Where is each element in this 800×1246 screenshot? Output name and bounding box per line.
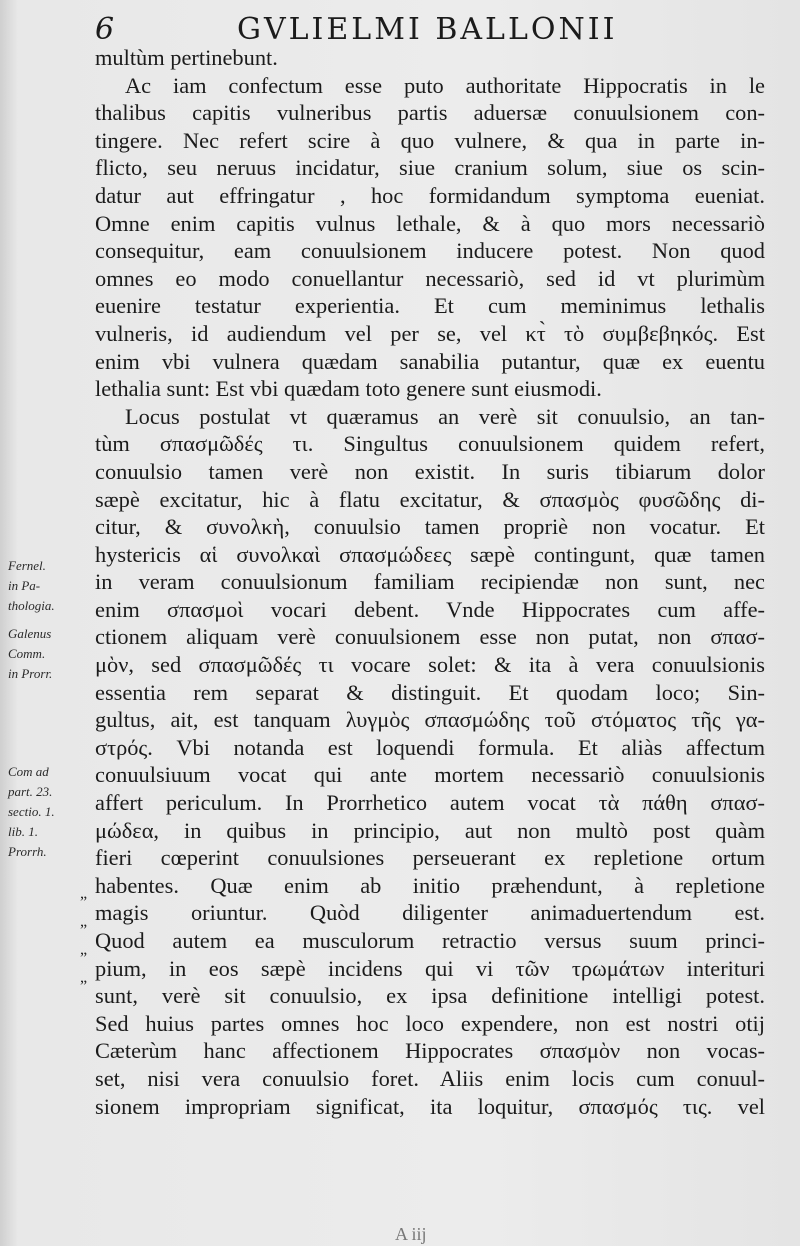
quote-mark: „ [80, 941, 88, 958]
text-line: pium, in eos sæpè incidens qui vi τῶν τρωμάτων interituri [95, 955, 765, 981]
text-line: tùm σπασμῶδές τι. Singultus conuulsionem quidem refert, [95, 431, 765, 457]
text-line: Sed huius partes omnes hoc loco expendere, non est nostri otij [95, 1010, 765, 1036]
text-line: Ac iam confectum esse puto authoritate Hippocratis in le [125, 72, 765, 98]
text-line: Cæterùm hanc affectionem Hippocrates σπασμὸν non vocas- [95, 1038, 765, 1064]
text-line: sunt, verè sit conuulsio, ex ipsa definitione intelligi potest. [95, 983, 765, 1009]
text-line: datur aut effringatur , hoc formidandum symptoma eueniat. [95, 182, 765, 208]
sidenote-line: in Pa- [8, 578, 41, 593]
text-line: flicto, seu neruus incidatur, siue cranium solum, siue os scin- [95, 155, 765, 181]
sidenote-line: Fernel. [8, 558, 46, 573]
sidenote-com [8, 762, 92, 862]
text-line: lethalia sunt: Est vbi quædam toto genere sunt eiusmodi. [95, 376, 602, 402]
sidenote-line: Com ad [8, 764, 49, 779]
sidenote-line: thologia. [8, 598, 55, 613]
text-line: conuulsio tamen verè non existit. In suris tibiarum dolor [95, 458, 765, 484]
sidenote-line: Comm. [8, 646, 46, 661]
text-line: habentes. Quæ enim ab initio præhendunt, à repletione [95, 872, 765, 898]
text-line: set, nisi vera conuulsio foret. Aliis enim locis cum conuul- [95, 1065, 765, 1091]
text-line: μὸν, sed σπασμῶδές τι vocare solet: & ita à vera conuulsionis [95, 652, 765, 678]
text-line: conuulsiuum vocat qui ante mortem necessariò conuulsionis [95, 762, 765, 788]
text-line: vulneris, id audiendum vel per se, vel κτ̀ τὸ συμβεβηκός. Est [95, 320, 765, 346]
sidenote-line: Prorrh. [8, 844, 47, 859]
running-title: GVLIELMI BALLONII [237, 12, 618, 47]
text-line: enim vbi vulnera quædam sanabilia putantur, quæ ex euentu [95, 348, 765, 374]
text-line: Quod autem ea musculorum retractio versus suum princi- [95, 928, 765, 953]
text-line: μώδεα, in quibus in principio, aut non multò post quàm [95, 817, 765, 843]
text-line: omnes eo modo conuellantur necessariò, sed id vt plurimùm [95, 265, 765, 291]
page-number: 6 [95, 12, 115, 47]
text-line: essentia rem separat & distinguit. Et quodam loco; Sin- [95, 679, 765, 705]
sidenote-line: sectio. 1. [8, 804, 55, 819]
text-line: tingere. Nec refert scire à quo vulnere, & qua in parte in- [95, 127, 765, 153]
text-line: citur, & συνολκὴ, conuulsio tamen propriè non vocatur. Et [95, 514, 765, 540]
body-text [95, 44, 765, 1120]
sidenote-galenus [8, 624, 92, 684]
sidenote-fernel [8, 556, 92, 616]
text-line: sionem impropriam significat, ita loquitur, σπασμός τις. vel [95, 1093, 765, 1119]
text-line: Locus postulat vt quæramus an verè sit conuulsio, an tan- [125, 403, 765, 429]
text-line: fieri cœperint conuulsiones perseuerant ex repletione ortum [95, 845, 765, 871]
text-line: Omne enim capitis vulnus lethale, & à quo mors necessariò [95, 210, 765, 236]
text-line: euenire testatur experientia. Et cum meminimus lethalis [95, 293, 765, 319]
quote-mark: „ [80, 969, 88, 986]
sidenote-line: lib. 1. [8, 824, 38, 839]
text-line: consequitur, eam conuulsionem inducere potest. Non quod [95, 238, 765, 264]
signature-mark: A iij [395, 1224, 427, 1244]
quotation-marks [80, 880, 94, 992]
text-line: στρός. Vbi notanda est loquendi formula. Et aliàs affectum [95, 734, 765, 760]
sidenote-line: in Prorr. [8, 666, 53, 681]
quote-mark: „ [80, 913, 88, 930]
text-line: hystericis αἱ συνολκαὶ σπασμώδεες sæpè contingunt, quæ tamen [95, 541, 765, 567]
text-line: sæpè excitatur, hic à flatu excitatur, & σπασμὸς φυσῶδης di- [95, 486, 765, 512]
text-line: magis oriuntur. Quòd diligenter animaduertendum est. [95, 900, 765, 926]
text-line: affert periculum. In Prorrhetico autem vocat τὰ πάθη σπασ- [95, 790, 765, 816]
text-line: ctionem aliquam verè conuulsionem esse non putat, non σπασ- [95, 624, 765, 650]
text-line: multùm pertinebunt. [95, 45, 278, 70]
text-line: enim σπασμοὶ vocari debent. Vnde Hippocrates cum affe- [95, 596, 765, 622]
sidenote-line: Galenus [8, 626, 52, 641]
quote-mark: „ [80, 885, 88, 902]
sidenote-line: part. 23. [8, 784, 53, 799]
text-line: thalibus capitis vulneribus partis aduersæ conuulsionem con- [95, 100, 765, 126]
text-line: in veram conuulsionum familiam recipiendæ non sunt, nec [95, 569, 765, 595]
text-line: gultus, ait, est tanquam λυγμὸς σπασμώδης τοῦ στόματος τῆς γα- [95, 707, 765, 733]
